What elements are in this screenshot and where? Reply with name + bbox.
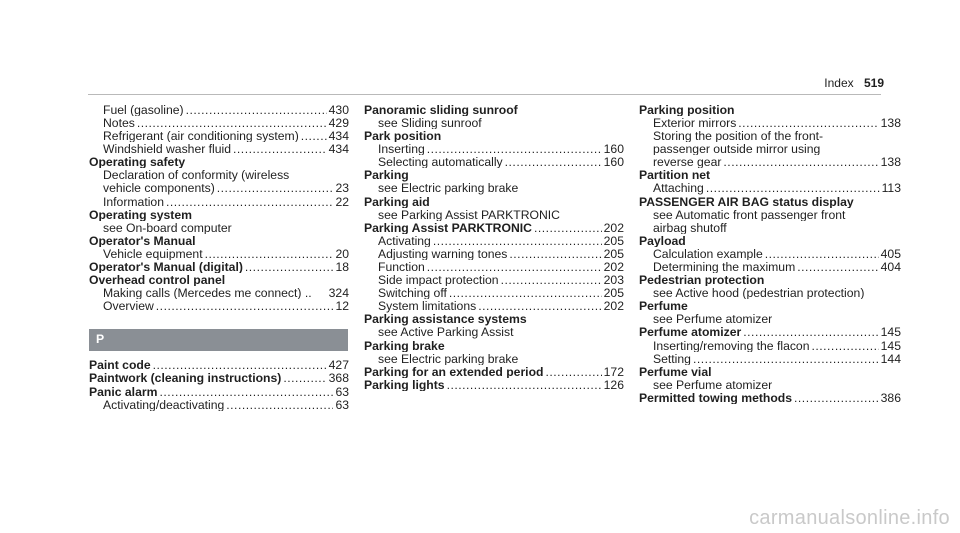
page-ref[interactable]: 145 [880,325,901,339]
entry-text: Partition net [639,168,711,182]
index-entry [639,195,901,208]
index-subentry[interactable] [364,155,624,168]
page-ref[interactable]: 138 [880,116,901,130]
page-ref[interactable]: 205 [603,247,624,261]
entry-text: Perfume vial [639,364,712,378]
entry-text: Pedestrian protection [639,273,765,287]
leader-dots [738,117,878,129]
entry-text: Fuel (gasoline) [103,103,184,117]
entry-text: see Sliding sunroof [378,116,482,130]
page-number: 519 [863,76,884,90]
index-entry[interactable] [89,260,349,273]
entry-text: see Active Parking Assist [378,325,514,339]
page-ref[interactable]: 160 [603,155,624,169]
entry-text: Panoramic sliding sunroof [364,103,518,117]
index-subentry[interactable] [364,234,624,247]
page-ref[interactable]: 386 [880,391,901,405]
page-ref[interactable]: 160 [603,142,624,156]
page-ref[interactable]: 202 [603,299,624,313]
index-subentry [89,168,349,181]
index-subentry[interactable] [639,155,901,168]
index-entry [364,195,624,208]
entry-text: Selecting automatically [378,155,503,169]
entry-text: see Perfume atomizer [653,312,773,326]
page-ref[interactable]: 172 [603,364,624,378]
index-subentry[interactable] [89,299,349,312]
entry-text: Parking brake [364,338,445,352]
index-entry [364,339,624,352]
leader-dots [226,399,333,411]
entry-text: Overview [103,299,154,313]
page-ref[interactable]: 63 [335,397,349,411]
section-letter-bar: P [89,329,348,351]
page-ref[interactable]: 22 [335,194,349,208]
leader-dots [156,300,334,312]
entry-text: Attaching [653,181,704,195]
index-subentry[interactable] [639,116,901,129]
entry-text: see On-board computer [103,220,232,234]
entry-text: see Electric parking brake [378,351,519,365]
page-ref[interactable]: 113 [881,181,901,195]
entry-text: Parking aid [364,194,430,208]
header-rule [88,94,881,95]
leader-dots [478,300,601,312]
index-entry [639,103,901,116]
index-entry [89,155,349,168]
page-ref[interactable]: 205 [603,233,624,248]
page-ref[interactable]: 126 [603,377,624,392]
entry-text: Activating [378,233,431,248]
page-ref[interactable]: 18 [335,260,349,274]
page-header [824,77,884,89]
entry-text: Function [378,260,425,274]
page-ref[interactable]: 202 [603,260,624,274]
entry-text: Notes [103,116,135,130]
entry-text: Operating safety [89,155,186,169]
index-subentry [364,116,624,129]
page-ref[interactable]: 138 [880,155,901,169]
leader-dots [797,261,878,273]
entry-text: see Parking Assist PARKTRONIC [378,207,560,221]
leader-dots [723,156,878,168]
index-entry [639,234,901,247]
index-entry[interactable] [364,378,624,391]
leader-dots [509,248,601,260]
entry-text: Inserting/removing the flacon [653,338,810,352]
entry-text: Panic alarm [89,384,158,398]
leader-dots [449,287,602,299]
index-entry [89,234,349,247]
entry-text: Parking Assist PARKTRONIC [364,220,532,234]
index-subentry [639,129,901,142]
page-ref[interactable]: 205 [603,286,624,300]
leader-dots [743,326,878,338]
leader-dots [447,379,602,391]
index-entry [364,129,624,142]
entry-text: Side impact protection [378,273,499,287]
leader-dots [233,143,327,155]
entry-text: see Automatic front passenger front [653,207,846,221]
entry-text: see Electric parking brake [378,181,519,195]
page-ref[interactable]: 429 [328,116,349,130]
page-ref[interactable]: 63 [335,384,349,398]
index-entry[interactable] [639,391,901,404]
index-subentry[interactable] [89,286,349,299]
page-ref[interactable]: 427 [328,358,349,372]
entry-text: see Perfume atomizer [653,377,773,392]
index-subentry [639,221,901,234]
leader-dots [186,104,327,116]
index-subentry [89,221,349,234]
index-subentry[interactable] [89,247,349,260]
index-subentry[interactable] [89,182,349,195]
index-entry [364,168,624,181]
index-subentry[interactable] [89,195,349,208]
index-entry [639,365,901,378]
leader-dots [427,143,602,155]
index-entry[interactable] [639,326,901,339]
watermark: carmanualsonline.info [749,507,950,529]
index-entry [89,273,349,286]
page-ref[interactable]: 368 [328,371,349,385]
index-subentry[interactable] [364,286,624,299]
entry-text: see Active hood (pedestrian protection) [653,286,865,300]
entry-text: Storing the position of the front- [653,129,824,143]
entry-text: Exterior mirrors [653,116,737,130]
leader-dots [534,222,602,234]
page-ref[interactable]: 404 [880,260,901,274]
index-entry [639,168,901,181]
index-entry[interactable] [89,359,349,372]
index-subentry[interactable] [364,273,624,286]
entry-text: Vehicle equipment [103,247,203,261]
leader-dots [693,353,879,365]
leader-dots [505,156,602,168]
index-subentry [639,142,901,155]
page-ref[interactable]: 434 [328,129,349,143]
index-subentry[interactable] [89,116,349,129]
index-entry[interactable] [89,372,349,385]
entry-text: Operator's Manual (digital) [89,260,243,274]
index-subentry[interactable] [89,142,349,155]
leader-dots [501,274,602,286]
index-column-3 [639,103,901,404]
entry-text: Making calls (Mercedes me connect) .. [103,286,312,300]
entry-text: Switching off [378,286,447,300]
page-ref[interactable]: 144 [880,351,901,365]
page-ref[interactable]: 145 [880,338,901,352]
entry-text: reverse gear [653,155,722,169]
entry-text: Activating/deactivating [103,397,225,411]
leader-dots [545,366,601,378]
entry-text: Payload [639,233,686,248]
entry-text: Inserting [378,142,425,156]
index-entry [639,273,901,286]
index-subentry [639,208,901,221]
index-entry [364,313,624,326]
index-subentry[interactable] [89,103,349,116]
page-ref[interactable]: 23 [335,181,349,195]
index-entry [89,208,349,221]
index-entry [364,103,624,116]
leader-dots [137,117,327,129]
entry-text: Declaration of conformity (wireless [103,168,290,182]
page-ref[interactable]: 430 [328,103,349,117]
index-subentry [364,352,624,365]
leader-dots [706,182,880,194]
page-ref[interactable]: 202 [603,220,624,234]
entry-text: Parking for an extended period [364,364,544,378]
entry-text: passenger outside mirror using [653,142,821,156]
index-subentry[interactable] [639,339,901,352]
entry-text: Paint code [89,358,151,372]
entry-text: Overhead control panel [89,273,226,287]
leader-dots [153,359,327,371]
page-ref[interactable]: 203 [603,273,624,287]
index-entry [639,299,901,312]
page-ref[interactable]: 20 [335,247,349,261]
index-subentry[interactable] [364,260,624,273]
section-label: Index [824,76,854,90]
index-entry[interactable] [364,365,624,378]
leader-dots [794,392,879,404]
entry-text: Windshield washer fluid [103,142,232,156]
entry-text: Information [103,194,164,208]
index-subentry [364,326,624,339]
entry-text: System limitations [378,299,477,313]
leader-dots [205,248,334,260]
entry-text: Determining the maximum [653,260,796,274]
leader-dots [765,248,879,260]
leader-dots [427,261,602,273]
entry-text: Parking [364,168,409,182]
entry-text: Calculation example [653,247,763,261]
page-ref[interactable]: 12 [335,299,349,313]
entry-text: Paintwork (cleaning instructions) [89,371,282,385]
entry-text: Perfume atomizer [639,325,742,339]
entry-text: Perfume [639,299,688,313]
index-subentry[interactable] [364,299,624,312]
index-subentry[interactable] [364,247,624,260]
leader-dots [217,182,334,194]
entry-text: Permitted towing methods [639,391,793,405]
leader-dots [812,340,879,352]
index-subentry[interactable] [639,182,901,195]
index-entry[interactable] [364,221,624,234]
entry-text: Setting [653,351,691,365]
index-subentry[interactable] [639,260,901,273]
entry-text: Operator's Manual [89,233,196,248]
index-subentry [364,208,624,221]
entry-text: Adjusting warning tones [378,247,508,261]
entry-text: Parking position [639,103,735,117]
index-subentry[interactable] [364,142,624,155]
index-subentry[interactable] [89,398,349,411]
page-ref[interactable]: 434 [328,142,349,156]
index-subentry [639,313,901,326]
index-subentry [639,378,901,391]
leader-dots [159,386,333,398]
index-subentry [364,182,624,195]
page-ref[interactable]: 405 [880,247,901,261]
leader-dots [283,372,326,384]
entry-text: Operating system [89,207,192,221]
leader-dots [245,261,334,273]
entry-text: PASSENGER AIR BAG status display [639,194,854,208]
page-ref[interactable]: 324 [328,286,349,300]
entry-text: vehicle components) [103,181,215,195]
leader-dots [301,130,327,142]
index-column-2 [364,103,624,391]
entry-text: Park position [364,129,442,143]
entry-text: Refrigerant (air conditioning system) [103,129,299,143]
index-subentry [639,286,901,299]
leader-dots [433,235,602,247]
index-subentry[interactable] [639,247,901,260]
index-column-1 [89,103,349,411]
index-subentry[interactable] [639,352,901,365]
entry-text: airbag shutoff [653,220,727,234]
entry-text: Parking assistance systems [364,312,527,326]
index-subentry[interactable] [89,129,349,142]
leader-dots [166,196,333,208]
index-entry[interactable] [89,385,349,398]
entry-text: Parking lights [364,377,445,392]
